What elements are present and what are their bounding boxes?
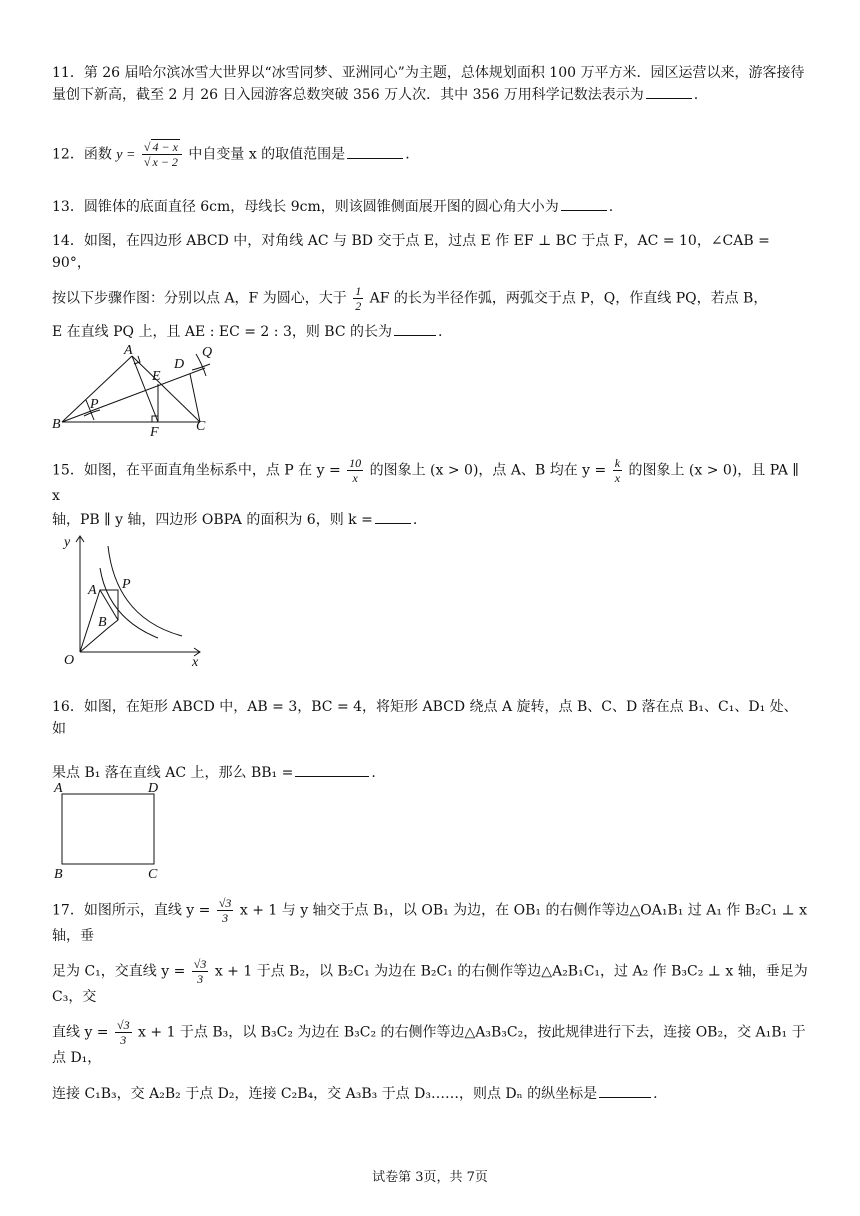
label-c: C [196,419,206,434]
label-b: B [54,867,63,880]
label-b: B [52,417,61,432]
figure-rectangle [50,780,180,880]
question-14: 14．如图，在四边形 ABCD 中，对角线 AC 与 BD 交于点 E，过点 E 作 EF ⊥ BC 于点 F，AC = 10，∠CAB = 90°， 按以下步骤作图：分别以点 A，F 为圆心，大于 $\frac{1}{2}$ AF 的长为半径作弧，两弧交于点 P，Q，作直线 PQ，若点 B， E 在直线 PQ 上，且 AE : EC = 2 : 3，则 BC 的长为 . [52,233,770,340]
label-x-axis: x [192,655,199,668]
answer-blank [561,196,607,211]
label-e: E [152,369,161,384]
question-12: 12．函数 y = $\frac{√ 4 - x}{√ x - 2}$ 中自变量 x 的取值范围是 . [52,140,410,169]
label-a: A [88,583,97,598]
label-p: P [122,577,131,592]
function-fraction: $\frac{√ 4 - x}{√ x - 2}$ [142,140,182,169]
answer-blank [394,321,436,336]
label-p: P [90,397,99,412]
figure-quadrilateral [50,340,230,440]
half-fraction: $\frac{1}{2}$ [355,284,362,313]
label-y-axis: y [64,535,71,550]
answer-blank [375,509,411,524]
answer-blank [599,1083,651,1098]
label-d: D [148,781,159,796]
answer-blank [295,762,369,777]
label-f: F [150,425,159,440]
question-15: 15．如图，在平面直角坐标系中，点 P 在 y = $\frac{10}{x}$ 的图象上 (x > 0)，点 A、B 均在 y = $\frac{k}{x}$ 的图象上 (x > 0)，且 PA ∥ x 轴，PB ∥ y 轴，四边形 OBPA 的面积为 6，则 k = . [52,456,799,528]
label-b: B [98,615,107,630]
answer-blank [347,144,403,159]
answer-blank [646,84,692,99]
question-11: 11．第 26 届哈尔滨冰雪大世界以“冰雪同梦、亚洲同心”为主题，总体规划面积 100 万平方米．园区运营以来，游客接待量创下新高，截至 2 月 26 日入园游客总数突破 356 万人次．其中 356 万用科学记数法表示为 . [52,65,805,103]
question-16: 16．如图，在矩形 ABCD 中，AB = 3，BC = 4，将矩形 ABCD 绕点 A 旋转，点 B、C、D 落在点 B₁、C₁、D₁ 处、如 果点 B₁ 落在直线 AC 上，那么 BB₁ = . [52,699,798,781]
question-13: 13．圆锥体的底面直径 6cm，母线长 9cm，则该圆锥侧面展开图的圆心角大小为 . [52,196,808,218]
label-origin: O [64,653,75,668]
label-q: Q [202,345,213,360]
figure-coordinate-system [50,528,210,668]
question-17: 17．如图所示，直线 y = $\frac{√3}{3}$ x + 1 与 y 轴交于点 B₁，以 OB₁ 为边，在 OB₁ 的右侧作等边△OA₁B₁ 过 A₁ 作 B₂C₁ ⊥ x 轴，垂 足为 C₁，交直线 y = $\frac{√3}{3}$ x + 1 于点 B₂，以 B₂C₁ 为边在 B₂C₁ 的右侧作等边△A₂B₁C₁，过 A₂ 作 B₃C₂ ⊥ x 轴，垂足为 C₃，交 直线 y = $\frac{√3}{3}$ x + 1 于点 B₃，以 B₃C₂ 为边在 B₃C₂ 的右侧作等边△A₃B₃C₂，按此规律进行下去，连接 OB₂，交 A₁B₁ 于点 D₁， 连接 C₁B₃，交 A₂B₂ 于点 D₂，连接 C₂B₄，交 A₃B₃ 于点 D₃……，则点 Dₙ 的纵坐标是 . [52,896,808,1102]
label-a: A [124,343,133,358]
label-a: A [54,781,63,796]
label-d: D [174,357,185,372]
page-footer: 试卷第 3页，共 7页 [372,1170,488,1185]
label-c: C [148,867,158,880]
